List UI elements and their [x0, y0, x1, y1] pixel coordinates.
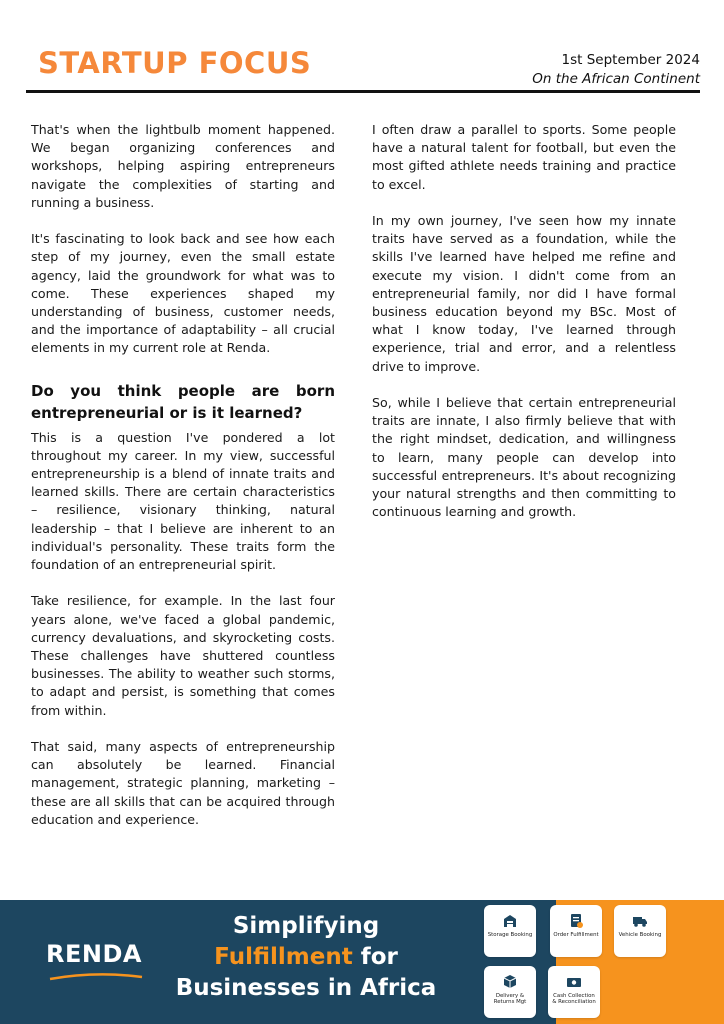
left-column — [31, 121, 335, 829]
service-tile-storage — [484, 905, 536, 957]
paragraph: That's when the lightbulb moment happened. We began organizing conferences and workshops, helping aspiring entrepreneurs navigate the complexities of starting and running a business. — [31, 122, 335, 210]
truck-icon — [632, 913, 648, 929]
header-divider — [26, 90, 700, 93]
publication-title: STARTUP FOCUS — [38, 46, 312, 80]
paragraph: It's fascinating to look back and see how each step of my journey, even the small estate agency, laid the groundwork for what was to come. These experiences shaped my understanding of business, customer needs, and the importance of adaptability – all crucial elements in my current role at Renda. — [31, 231, 335, 356]
service-label: Order Fulfillment — [553, 932, 599, 938]
headline-line: Simplifying — [232, 913, 380, 939]
section-heading: Do you think people are born entrepreneurial or is it learned? — [31, 381, 335, 422]
paragraph: Take resilience, for example. In the last four years alone, we've faced a global pandemic, currency devaluations, and skyrocketing costs. These challenges have shuttered countless businesses. The ability to weather such storms, to adapt and persist, is something that comes from within. — [31, 593, 335, 718]
headline-line — [160, 942, 452, 973]
service-tile-vehicle — [614, 905, 666, 957]
right-column — [372, 121, 676, 521]
paragraph: That said, many aspects of entrepreneurship can absolutely be learned. Financial management, strategic planning, marketing – these are all skills that can be acquired through education and experience. — [31, 739, 335, 827]
issue-date: 1st September 2024 — [561, 52, 700, 68]
headline-line: Businesses in Africa — [175, 975, 437, 1001]
banner-headline — [160, 911, 452, 1004]
issue-subtitle: On the African Continent — [532, 71, 700, 87]
renda-logo: RENDA — [46, 940, 142, 968]
service-tile-delivery — [484, 966, 536, 1018]
headline-for: for — [352, 944, 398, 970]
warehouse-icon — [502, 913, 518, 929]
paragraph: I often draw a parallel to sports. Some people have a natural talent for football, but even the most gifted athlete needs training and practice to excel. — [372, 122, 676, 192]
issue-meta — [532, 51, 700, 89]
checklist-icon — [568, 913, 584, 929]
cash-icon — [566, 974, 582, 990]
service-label: Vehicle Booking — [618, 932, 662, 938]
service-label: Storage Booking — [487, 932, 533, 938]
paragraph: This is a question I've pondered a lot throughout my career. In my view, successful entrepreneurship is a blend of innate traits and learned skills. There are certain characteristics – resilience, visionary thinking, natural leadership – that I believe are inherent to an individual's personality. These traits form the foundation of an entrepreneurial spirit. — [31, 429, 335, 573]
box-icon — [502, 974, 518, 990]
service-tile-cash — [548, 966, 600, 1018]
paragraph: So, while I believe that certain entrepreneurial traits are innate, I also firmly believe that with the right mindset, dedication, and willingness to learn, many people can develop into successful entrepreneurs. It's about recognizing your natural strengths and then committing to continuous learning and growth. — [372, 395, 676, 520]
headline-highlight: Fulfillment — [214, 944, 353, 970]
logo-swoosh-icon — [48, 973, 144, 981]
service-label: Cash Collection & Reconciliation — [552, 993, 596, 1006]
service-label: Delivery & Returns Mgt — [493, 993, 527, 1006]
paragraph: In my own journey, I've seen how my innate traits have served as a foundation, while the skills I've learned have helped me refine and execute my vision. I didn't come from an entrepreneurial family, nor did I have formal business education beyond my BSc. Most of what I know today, I've learned through experience, trial and error, and a relentless drive to improve. — [372, 213, 676, 374]
service-tile-fulfillment — [550, 905, 602, 957]
masthead — [28, 40, 700, 90]
